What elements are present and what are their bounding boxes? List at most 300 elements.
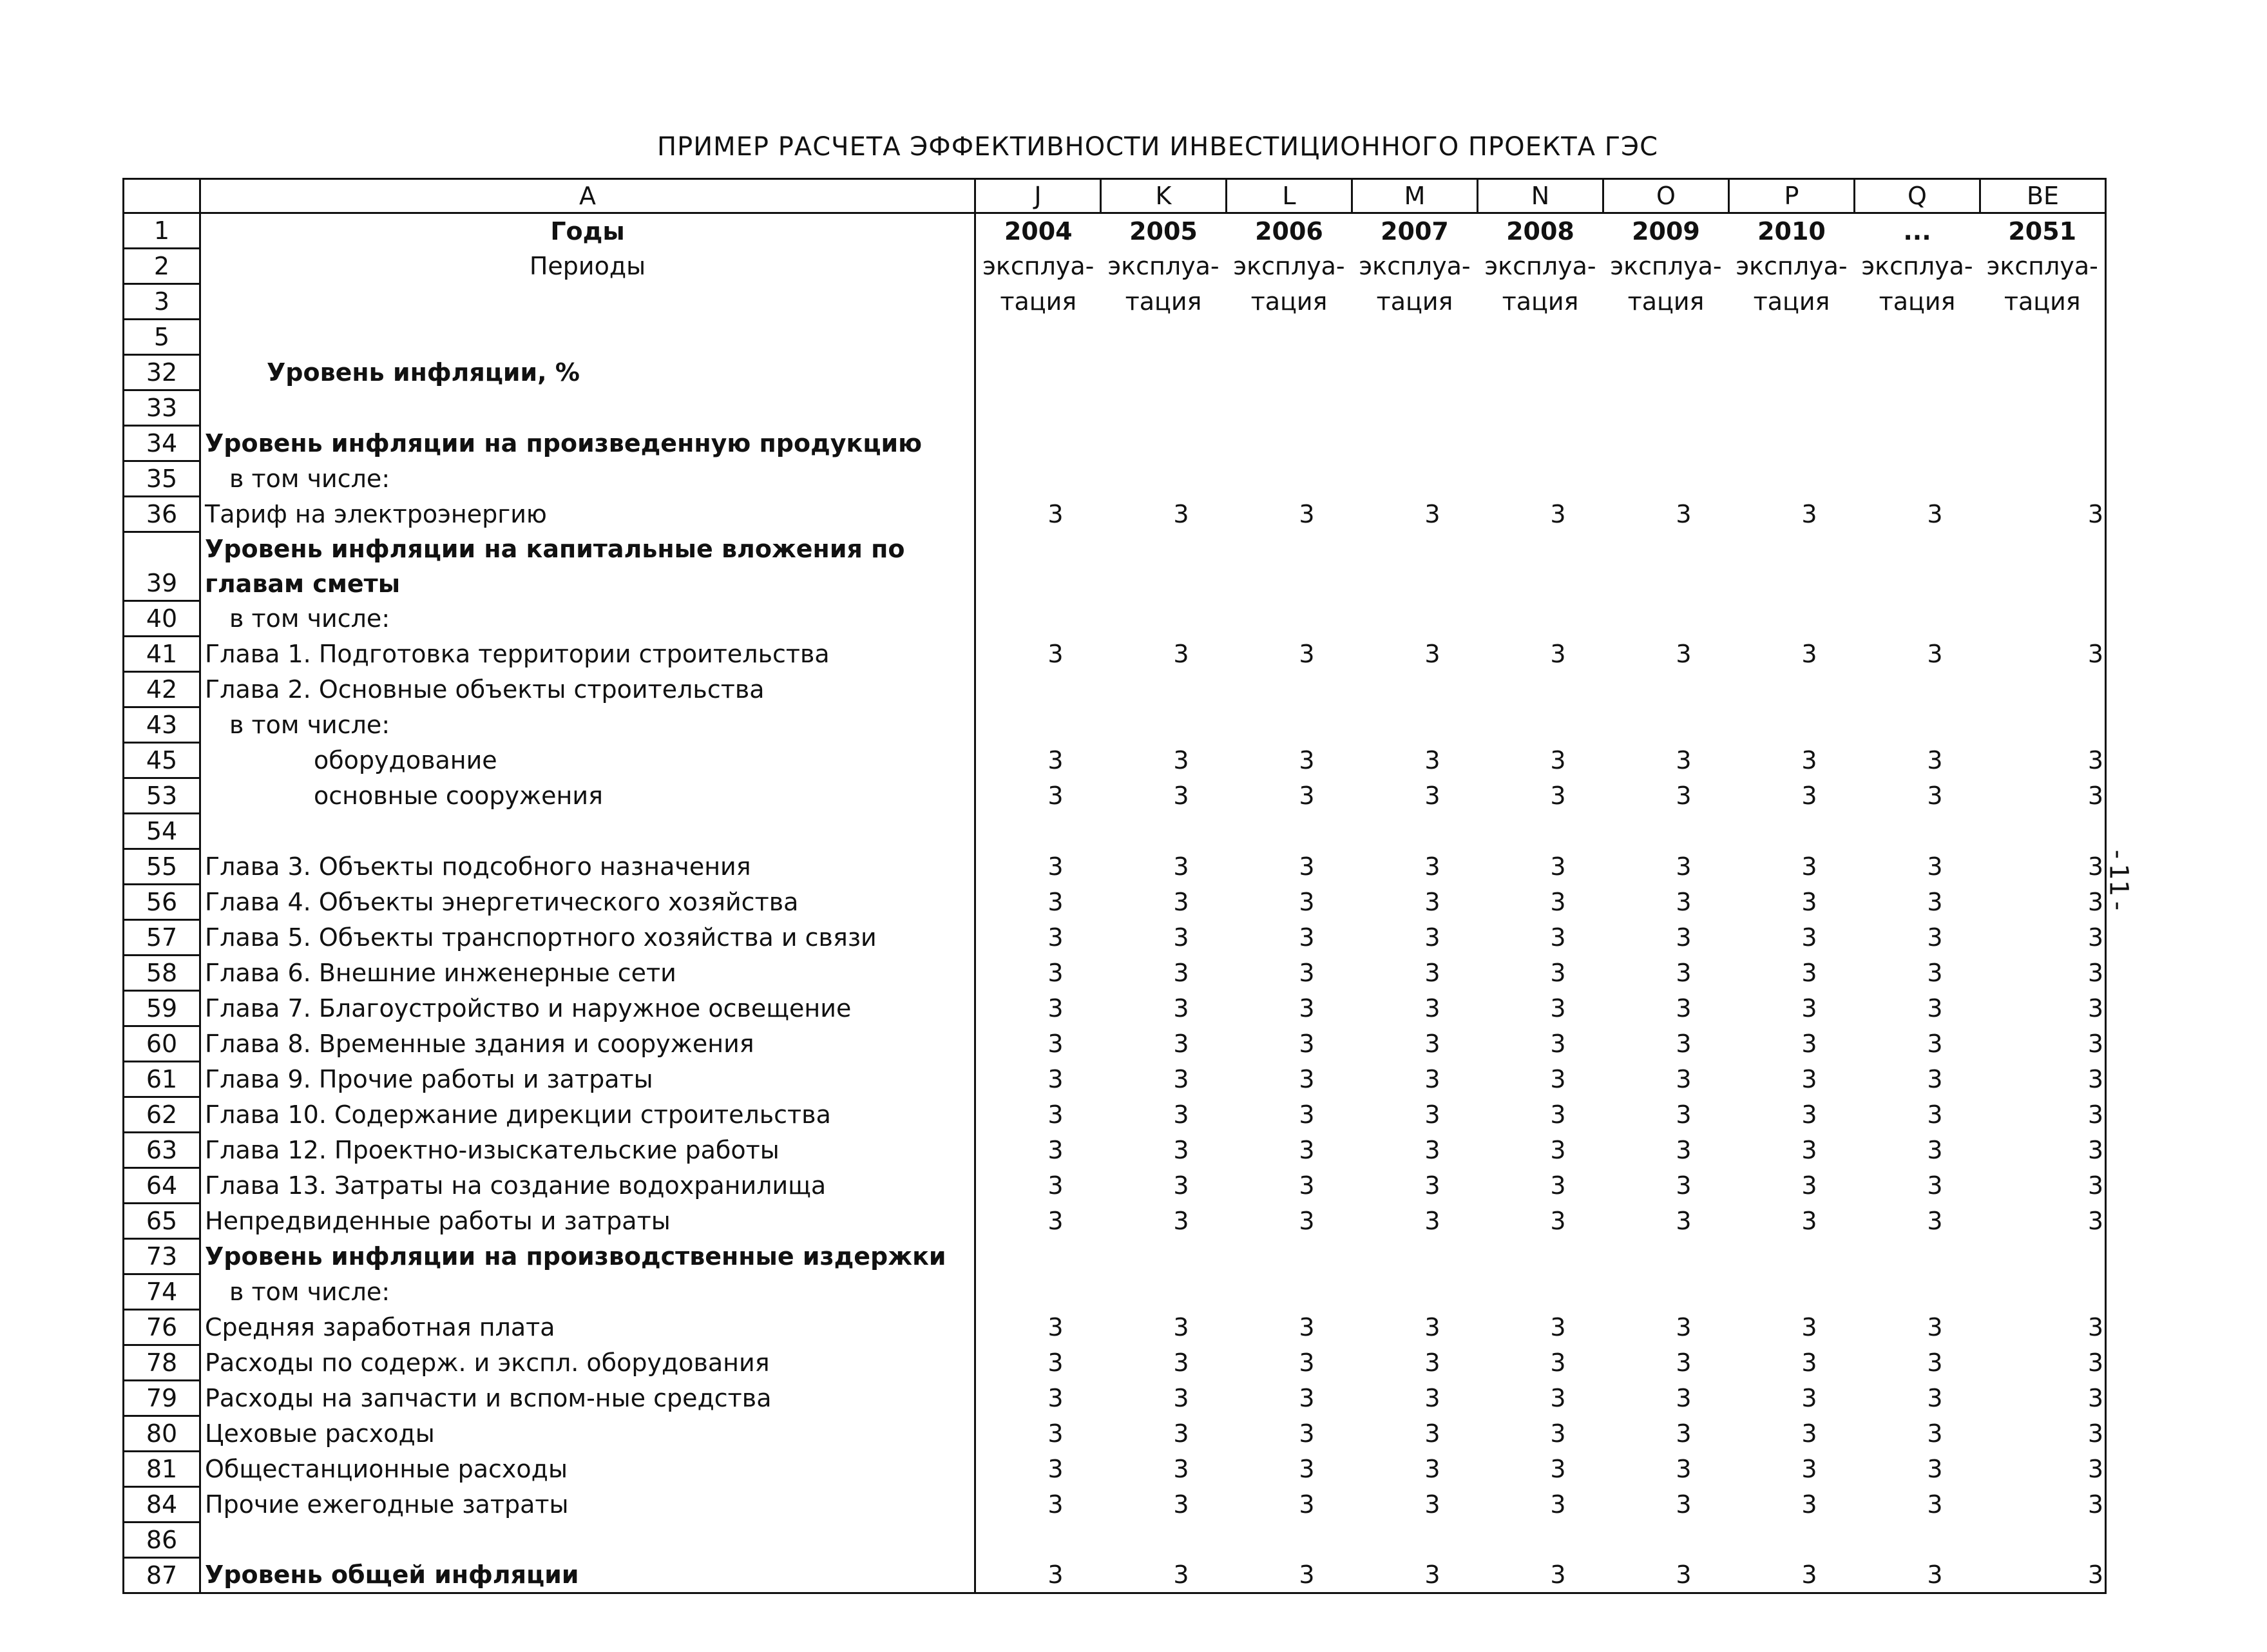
value-cell[interactable]: 3 xyxy=(1801,1171,1817,1200)
value-cell[interactable] xyxy=(1729,320,1855,355)
value-cell[interactable]: 3 xyxy=(1299,1100,1315,1129)
row-number[interactable]: 3 xyxy=(124,284,200,320)
row-number[interactable]: 45 xyxy=(124,743,200,778)
value-cell[interactable]: 3 xyxy=(1424,1136,1440,1164)
value-cell[interactable]: 3 xyxy=(1801,1065,1817,1093)
value-cell[interactable]: 3 xyxy=(1676,1171,1692,1200)
value-cell[interactable]: эксплуа- xyxy=(1233,252,1345,280)
row-number[interactable]: 76 xyxy=(124,1310,200,1345)
value-cell[interactable]: 3 xyxy=(1980,637,2106,672)
value-cell[interactable] xyxy=(1980,355,2106,390)
value-cell[interactable] xyxy=(1729,390,1855,426)
value-cell[interactable]: 3 xyxy=(1927,1171,1943,1200)
value-cell[interactable]: 3 xyxy=(1047,1100,1064,1129)
value-cell[interactable] xyxy=(1855,1239,1980,1274)
value-cell[interactable]: 3 xyxy=(1550,1136,1566,1164)
value-cell[interactable] xyxy=(1980,672,2106,707)
value-cell[interactable] xyxy=(1101,1274,1227,1310)
value-cell[interactable] xyxy=(975,601,1101,637)
value-cell[interactable] xyxy=(975,707,1101,743)
row-number[interactable]: 79 xyxy=(124,1381,200,1416)
value-cell[interactable]: тация xyxy=(1627,287,1705,316)
row-number[interactable]: 65 xyxy=(124,1204,200,1239)
row-number[interactable]: 39 xyxy=(124,566,200,601)
value-cell[interactable]: 3 xyxy=(1047,1455,1064,1483)
row-label[interactable]: Средняя заработная плата xyxy=(200,1310,975,1345)
value-cell[interactable]: 3 xyxy=(1478,1558,1603,1593)
value-cell[interactable] xyxy=(1855,426,1980,461)
value-cell[interactable]: 3 xyxy=(1550,500,1566,528)
value-cell[interactable] xyxy=(1101,672,1227,707)
value-cell[interactable]: 3 xyxy=(1550,888,1566,916)
row-label[interactable]: Уровень инфляции на капитальные вложения по xyxy=(200,532,975,567)
value-cell[interactable]: 3 xyxy=(1424,1384,1440,1412)
value-cell[interactable]: 3 xyxy=(1980,1558,2106,1593)
value-cell[interactable]: 3 xyxy=(1424,923,1440,952)
row-label[interactable]: Глава 3. Объекты подсобного назначения xyxy=(200,849,975,885)
value-cell[interactable]: эксплуа- xyxy=(1861,252,1973,280)
row-number[interactable]: 64 xyxy=(124,1168,200,1204)
row-number[interactable]: 87 xyxy=(124,1558,200,1593)
value-cell[interactable] xyxy=(1101,566,1227,601)
value-cell[interactable]: 3 xyxy=(1173,1490,1189,1519)
value-cell[interactable]: 3 xyxy=(1047,1136,1064,1164)
row-number[interactable]: 56 xyxy=(124,885,200,920)
row-label[interactable]: Глава 10. Содержание дирекции строительства xyxy=(200,1097,975,1133)
value-cell[interactable]: 3 xyxy=(1173,746,1189,774)
value-cell[interactable]: 3 xyxy=(1227,1558,1352,1593)
value-cell[interactable]: тация xyxy=(1502,287,1579,316)
value-cell[interactable] xyxy=(1980,814,2106,849)
value-cell[interactable] xyxy=(1227,1274,1352,1310)
value-cell[interactable]: 3 xyxy=(1550,1207,1566,1235)
value-cell[interactable]: 3 xyxy=(1927,852,1943,881)
value-cell[interactable]: 3 xyxy=(1424,746,1440,774)
value-cell[interactable]: 3 xyxy=(1801,500,1817,528)
value-cell[interactable]: ... xyxy=(1903,216,1931,245)
value-cell[interactable] xyxy=(1729,1239,1855,1274)
row-label[interactable] xyxy=(200,1522,975,1558)
row-label[interactable] xyxy=(200,390,975,426)
column-header-be[interactable]: BE xyxy=(1980,179,2106,213)
value-cell[interactable]: 3 xyxy=(1676,782,1692,810)
row-number[interactable]: 84 xyxy=(124,1487,200,1522)
value-cell[interactable] xyxy=(1227,1239,1352,1274)
row-label[interactable]: Глава 5. Объекты транспортного хозяйства и связи xyxy=(200,920,975,956)
value-cell[interactable] xyxy=(1478,1274,1603,1310)
value-cell[interactable]: 3 xyxy=(1173,923,1189,952)
column-header-o[interactable]: O xyxy=(1603,179,1729,213)
value-cell[interactable]: 3 xyxy=(1299,746,1315,774)
value-cell[interactable]: тация xyxy=(1250,287,1328,316)
value-cell[interactable]: 3 xyxy=(1424,1030,1440,1058)
value-cell[interactable] xyxy=(1603,461,1729,497)
row-number[interactable]: 58 xyxy=(124,956,200,991)
value-cell[interactable] xyxy=(1101,320,1227,355)
row-label[interactable] xyxy=(200,284,975,320)
row-number[interactable] xyxy=(124,532,200,567)
value-cell[interactable] xyxy=(1603,426,1729,461)
value-cell[interactable] xyxy=(1101,1522,1227,1558)
value-cell[interactable]: 3 xyxy=(1424,500,1440,528)
row-label[interactable]: Уровень общей инфляции xyxy=(200,1558,975,1593)
value-cell[interactable]: 3 xyxy=(1047,852,1064,881)
value-cell[interactable] xyxy=(1729,426,1855,461)
row-label[interactable]: Глава 7. Благоустройство и наружное освещение xyxy=(200,991,975,1026)
value-cell[interactable] xyxy=(1855,532,1980,567)
value-cell[interactable]: 3 xyxy=(1299,1065,1315,1093)
value-cell[interactable] xyxy=(1980,320,2106,355)
row-label[interactable]: Глава 13. Затраты на создание водохранилища xyxy=(200,1168,975,1204)
value-cell[interactable]: тация xyxy=(1000,287,1077,316)
value-cell[interactable]: 3 xyxy=(1424,852,1440,881)
value-cell[interactable]: 3 xyxy=(1676,1349,1692,1377)
value-cell[interactable] xyxy=(975,1522,1101,1558)
value-cell[interactable] xyxy=(1352,461,1478,497)
value-cell[interactable]: 3 xyxy=(1676,746,1692,774)
value-cell[interactable] xyxy=(1478,532,1603,567)
value-cell[interactable]: 3 xyxy=(1047,1313,1064,1341)
value-cell[interactable]: 3 xyxy=(1424,1419,1440,1448)
value-cell[interactable]: 3 xyxy=(1550,640,1566,668)
value-cell[interactable] xyxy=(1980,390,2106,426)
value-cell[interactable] xyxy=(1478,1522,1603,1558)
row-label[interactable]: оборудование xyxy=(200,743,975,778)
value-cell[interactable]: 3 xyxy=(1424,1313,1440,1341)
value-cell[interactable] xyxy=(1352,707,1478,743)
value-cell[interactable] xyxy=(1980,707,2106,743)
value-cell[interactable] xyxy=(1352,390,1478,426)
value-cell[interactable]: 3 xyxy=(1980,1345,2106,1381)
value-cell[interactable]: 3 xyxy=(1801,1207,1817,1235)
row-label[interactable]: Расходы на запчасти и вспом-ные средства xyxy=(200,1381,975,1416)
value-cell[interactable]: 3 xyxy=(1550,1349,1566,1377)
value-cell[interactable]: 3 xyxy=(1047,888,1064,916)
value-cell[interactable] xyxy=(975,672,1101,707)
value-cell[interactable]: 3 xyxy=(1299,923,1315,952)
value-cell[interactable] xyxy=(1478,461,1603,497)
value-cell[interactable]: 3 xyxy=(1801,852,1817,881)
value-cell[interactable]: 3 xyxy=(1299,1136,1315,1164)
value-cell[interactable] xyxy=(1227,672,1352,707)
value-cell[interactable]: эксплуа- xyxy=(1107,252,1220,280)
value-cell[interactable] xyxy=(1227,461,1352,497)
value-cell[interactable]: 3 xyxy=(1980,1416,2106,1452)
value-cell[interactable]: 3 xyxy=(1047,1030,1064,1058)
value-cell[interactable]: 3 xyxy=(1927,1490,1943,1519)
row-label[interactable]: Годы xyxy=(200,213,975,249)
value-cell[interactable]: 3 xyxy=(1047,640,1064,668)
column-header-l[interactable]: L xyxy=(1227,179,1352,213)
row-label[interactable]: Расходы по содерж. и экспл. оборудования xyxy=(200,1345,975,1381)
value-cell[interactable]: 3 xyxy=(1047,782,1064,810)
value-cell[interactable] xyxy=(1855,1274,1980,1310)
row-label[interactable]: Глава 4. Объекты энергетического хозяйства xyxy=(200,885,975,920)
value-cell[interactable] xyxy=(1227,355,1352,390)
value-cell[interactable] xyxy=(1729,672,1855,707)
value-cell[interactable]: 3 xyxy=(1299,1171,1315,1200)
row-label[interactable] xyxy=(200,320,975,355)
value-cell[interactable]: 3 xyxy=(1927,923,1943,952)
value-cell[interactable]: эксплуа- xyxy=(1736,252,1848,280)
value-cell[interactable]: 3 xyxy=(1801,746,1817,774)
value-cell[interactable]: 3 xyxy=(1927,1384,1943,1412)
value-cell[interactable]: 3 xyxy=(1676,640,1692,668)
row-label[interactable]: в том числе: xyxy=(200,461,975,497)
value-cell[interactable] xyxy=(975,426,1101,461)
value-cell[interactable]: 3 xyxy=(1047,1349,1064,1377)
value-cell[interactable]: 3 xyxy=(1676,1136,1692,1164)
value-cell[interactable]: 3 xyxy=(1927,1455,1943,1483)
value-cell[interactable]: 3 xyxy=(1980,849,2106,885)
value-cell[interactable]: 3 xyxy=(1550,1455,1566,1483)
value-cell[interactable]: 3 xyxy=(1173,1136,1189,1164)
value-cell[interactable] xyxy=(1478,320,1603,355)
value-cell[interactable]: 3 xyxy=(1299,1384,1315,1412)
value-cell[interactable] xyxy=(1855,390,1980,426)
value-cell[interactable]: 3 xyxy=(1855,1558,1980,1593)
value-cell[interactable] xyxy=(1855,566,1980,601)
value-cell[interactable]: 3 xyxy=(1801,959,1817,987)
row-label[interactable]: Цеховые расходы xyxy=(200,1416,975,1452)
value-cell[interactable]: 3 xyxy=(1299,782,1315,810)
value-cell[interactable] xyxy=(1352,814,1478,849)
value-cell[interactable]: 3 xyxy=(1173,500,1189,528)
value-cell[interactable]: 3 xyxy=(1927,1136,1943,1164)
value-cell[interactable] xyxy=(1227,707,1352,743)
value-cell[interactable]: 3 xyxy=(1980,1487,2106,1522)
value-cell[interactable]: 3 xyxy=(1980,1168,2106,1204)
value-cell[interactable] xyxy=(1855,601,1980,637)
value-cell[interactable] xyxy=(1603,1239,1729,1274)
value-cell[interactable]: 3 xyxy=(1980,1381,2106,1416)
value-cell[interactable]: 3 xyxy=(1676,1207,1692,1235)
value-cell[interactable] xyxy=(1603,355,1729,390)
value-cell[interactable]: 3 xyxy=(1047,1490,1064,1519)
value-cell[interactable] xyxy=(975,814,1101,849)
value-cell[interactable]: 2009 xyxy=(1632,216,1700,245)
value-cell[interactable] xyxy=(1352,566,1478,601)
value-cell[interactable]: 3 xyxy=(1424,1207,1440,1235)
value-cell[interactable]: 3 xyxy=(1299,959,1315,987)
value-cell[interactable] xyxy=(1478,814,1603,849)
row-number[interactable]: 78 xyxy=(124,1345,200,1381)
row-label[interactable] xyxy=(200,814,975,849)
value-cell[interactable] xyxy=(1980,601,2106,637)
value-cell[interactable]: 3 xyxy=(1980,991,2106,1026)
value-cell[interactable]: 3 xyxy=(1980,885,2106,920)
value-cell[interactable]: 3 xyxy=(1047,1207,1064,1235)
column-header-p[interactable]: P xyxy=(1729,179,1855,213)
value-cell[interactable] xyxy=(1478,390,1603,426)
value-cell[interactable]: тация xyxy=(1125,287,1202,316)
value-cell[interactable]: 3 xyxy=(1173,959,1189,987)
value-cell[interactable]: эксплуа- xyxy=(982,252,1095,280)
value-cell[interactable]: 2005 xyxy=(1129,216,1198,245)
value-cell[interactable] xyxy=(1729,1274,1855,1310)
value-cell[interactable]: 3 xyxy=(1801,994,1817,1023)
value-cell[interactable] xyxy=(1352,672,1478,707)
value-cell[interactable]: 3 xyxy=(1299,1349,1315,1377)
value-cell[interactable]: 3 xyxy=(1801,1100,1817,1129)
value-cell[interactable] xyxy=(1478,707,1603,743)
row-number[interactable]: 61 xyxy=(124,1062,200,1097)
row-label[interactable]: Непредвиденные работы и затраты xyxy=(200,1204,975,1239)
value-cell[interactable]: 3 xyxy=(1980,1452,2106,1487)
value-cell[interactable] xyxy=(1227,814,1352,849)
value-cell[interactable]: 3 xyxy=(1299,1207,1315,1235)
value-cell[interactable] xyxy=(1478,566,1603,601)
value-cell[interactable]: 2010 xyxy=(1757,216,1826,245)
row-number[interactable]: 80 xyxy=(124,1416,200,1452)
row-number[interactable]: 86 xyxy=(124,1522,200,1558)
value-cell[interactable]: 3 xyxy=(1801,1349,1817,1377)
value-cell[interactable] xyxy=(1352,1522,1478,1558)
value-cell[interactable]: 3 xyxy=(1980,1133,2106,1168)
row-number[interactable]: 74 xyxy=(124,1274,200,1310)
value-cell[interactable]: 3 xyxy=(1173,1384,1189,1412)
value-cell[interactable]: 3 xyxy=(1173,1455,1189,1483)
value-cell[interactable]: 3 xyxy=(1299,1490,1315,1519)
value-cell[interactable] xyxy=(1478,355,1603,390)
value-cell[interactable]: 3 xyxy=(1299,640,1315,668)
value-cell[interactable]: тация xyxy=(1980,284,2106,320)
value-cell[interactable]: 3 xyxy=(1927,782,1943,810)
value-cell[interactable]: 3 xyxy=(1299,994,1315,1023)
value-cell[interactable]: 3 xyxy=(1801,1455,1817,1483)
value-cell[interactable]: 3 xyxy=(1550,1384,1566,1412)
value-cell[interactable]: 2051 xyxy=(1980,213,2106,249)
value-cell[interactable]: 3 xyxy=(1980,1097,2106,1133)
value-cell[interactable] xyxy=(975,566,1101,601)
value-cell[interactable] xyxy=(1227,532,1352,567)
value-cell[interactable] xyxy=(1855,672,1980,707)
value-cell[interactable] xyxy=(975,1274,1101,1310)
value-cell[interactable]: 3 xyxy=(1927,640,1943,668)
value-cell[interactable] xyxy=(1603,390,1729,426)
value-cell[interactable]: 3 xyxy=(1980,920,2106,956)
row-label[interactable]: Глава 8. Временные здания и сооружения xyxy=(200,1026,975,1062)
value-cell[interactable]: эксплуа- xyxy=(1359,252,1471,280)
row-label[interactable]: Глава 6. Внешние инженерные сети xyxy=(200,956,975,991)
value-cell[interactable] xyxy=(1729,601,1855,637)
value-cell[interactable]: 3 xyxy=(1173,1349,1189,1377)
value-cell[interactable] xyxy=(975,390,1101,426)
value-cell[interactable] xyxy=(1227,390,1352,426)
value-cell[interactable]: 3 xyxy=(1299,852,1315,881)
value-cell[interactable]: 3 xyxy=(1299,500,1315,528)
value-cell[interactable] xyxy=(1603,1274,1729,1310)
row-number[interactable]: 34 xyxy=(124,426,200,461)
row-number[interactable]: 43 xyxy=(124,707,200,743)
value-cell[interactable] xyxy=(1980,461,2106,497)
row-number[interactable]: 2 xyxy=(124,249,200,284)
value-cell[interactable]: 3 xyxy=(1173,1065,1189,1093)
row-label[interactable]: Глава 2. Основные объекты строительства xyxy=(200,672,975,707)
value-cell[interactable]: 3 xyxy=(1980,1310,2106,1345)
value-cell[interactable]: 3 xyxy=(1676,1384,1692,1412)
value-cell[interactable]: эксплуа- xyxy=(1980,249,2106,284)
row-number[interactable]: 54 xyxy=(124,814,200,849)
value-cell[interactable]: 3 xyxy=(1927,888,1943,916)
value-cell[interactable]: тация xyxy=(1753,287,1830,316)
value-cell[interactable]: 3 xyxy=(1927,1030,1943,1058)
value-cell[interactable] xyxy=(1352,601,1478,637)
column-header-m[interactable]: M xyxy=(1352,179,1478,213)
value-cell[interactable]: 3 xyxy=(1424,888,1440,916)
row-label[interactable]: Глава 9. Прочие работы и затраты xyxy=(200,1062,975,1097)
row-number[interactable]: 36 xyxy=(124,497,200,532)
row-label[interactable]: Уровень инфляции, % xyxy=(200,355,975,390)
value-cell[interactable] xyxy=(1980,1239,2106,1274)
value-cell[interactable] xyxy=(1101,601,1227,637)
value-cell[interactable] xyxy=(1478,1239,1603,1274)
value-cell[interactable]: 3 xyxy=(1047,923,1064,952)
value-cell[interactable] xyxy=(1603,601,1729,637)
value-cell[interactable]: 3 xyxy=(1603,1558,1729,1593)
value-cell[interactable]: 3 xyxy=(1173,1207,1189,1235)
value-cell[interactable] xyxy=(1980,566,2106,601)
column-header-n[interactable]: N xyxy=(1478,179,1603,213)
value-cell[interactable] xyxy=(1729,814,1855,849)
value-cell[interactable]: 3 xyxy=(1424,1455,1440,1483)
row-number[interactable]: 33 xyxy=(124,390,200,426)
column-header-j[interactable]: J xyxy=(975,179,1101,213)
value-cell[interactable]: 3 xyxy=(1550,1065,1566,1093)
value-cell[interactable] xyxy=(1101,814,1227,849)
value-cell[interactable] xyxy=(1352,426,1478,461)
value-cell[interactable]: 3 xyxy=(1729,1558,1855,1593)
value-cell[interactable] xyxy=(1980,426,2106,461)
row-number[interactable]: 55 xyxy=(124,849,200,885)
value-cell[interactable]: 3 xyxy=(1676,1313,1692,1341)
value-cell[interactable]: 3 xyxy=(1173,1171,1189,1200)
value-cell[interactable]: 3 xyxy=(1173,1313,1189,1341)
value-cell[interactable]: 3 xyxy=(1047,500,1064,528)
value-cell[interactable] xyxy=(1603,814,1729,849)
row-label[interactable]: Глава 1. Подготовка территории строительства xyxy=(200,637,975,672)
value-cell[interactable]: 3 xyxy=(1980,778,2106,814)
value-cell[interactable]: 3 xyxy=(1424,1100,1440,1129)
value-cell[interactable]: 3 xyxy=(1173,1100,1189,1129)
row-number[interactable]: 59 xyxy=(124,991,200,1026)
value-cell[interactable] xyxy=(1101,355,1227,390)
value-cell[interactable] xyxy=(1729,355,1855,390)
value-cell[interactable]: 2007 xyxy=(1381,216,1449,245)
value-cell[interactable]: 3 xyxy=(1352,1558,1478,1593)
value-cell[interactable] xyxy=(1227,566,1352,601)
value-cell[interactable]: 3 xyxy=(1173,1419,1189,1448)
row-number[interactable]: 62 xyxy=(124,1097,200,1133)
value-cell[interactable] xyxy=(1478,426,1603,461)
value-cell[interactable] xyxy=(1603,320,1729,355)
value-cell[interactable]: 3 xyxy=(1047,1384,1064,1412)
value-cell[interactable] xyxy=(1227,601,1352,637)
value-cell[interactable] xyxy=(1101,390,1227,426)
value-cell[interactable]: 2006 xyxy=(1255,216,1323,245)
value-cell[interactable]: 3 xyxy=(1676,1490,1692,1519)
value-cell[interactable] xyxy=(1855,814,1980,849)
value-cell[interactable]: 3 xyxy=(1676,923,1692,952)
value-cell[interactable]: 3 xyxy=(1980,1026,2106,1062)
value-cell[interactable]: 3 xyxy=(1047,994,1064,1023)
value-cell[interactable]: 3 xyxy=(1676,994,1692,1023)
value-cell[interactable]: 2008 xyxy=(1506,216,1574,245)
value-cell[interactable]: 3 xyxy=(1801,1384,1817,1412)
value-cell[interactable]: 3 xyxy=(1676,1455,1692,1483)
row-number[interactable]: 42 xyxy=(124,672,200,707)
value-cell[interactable]: эксплуа- xyxy=(1610,252,1722,280)
